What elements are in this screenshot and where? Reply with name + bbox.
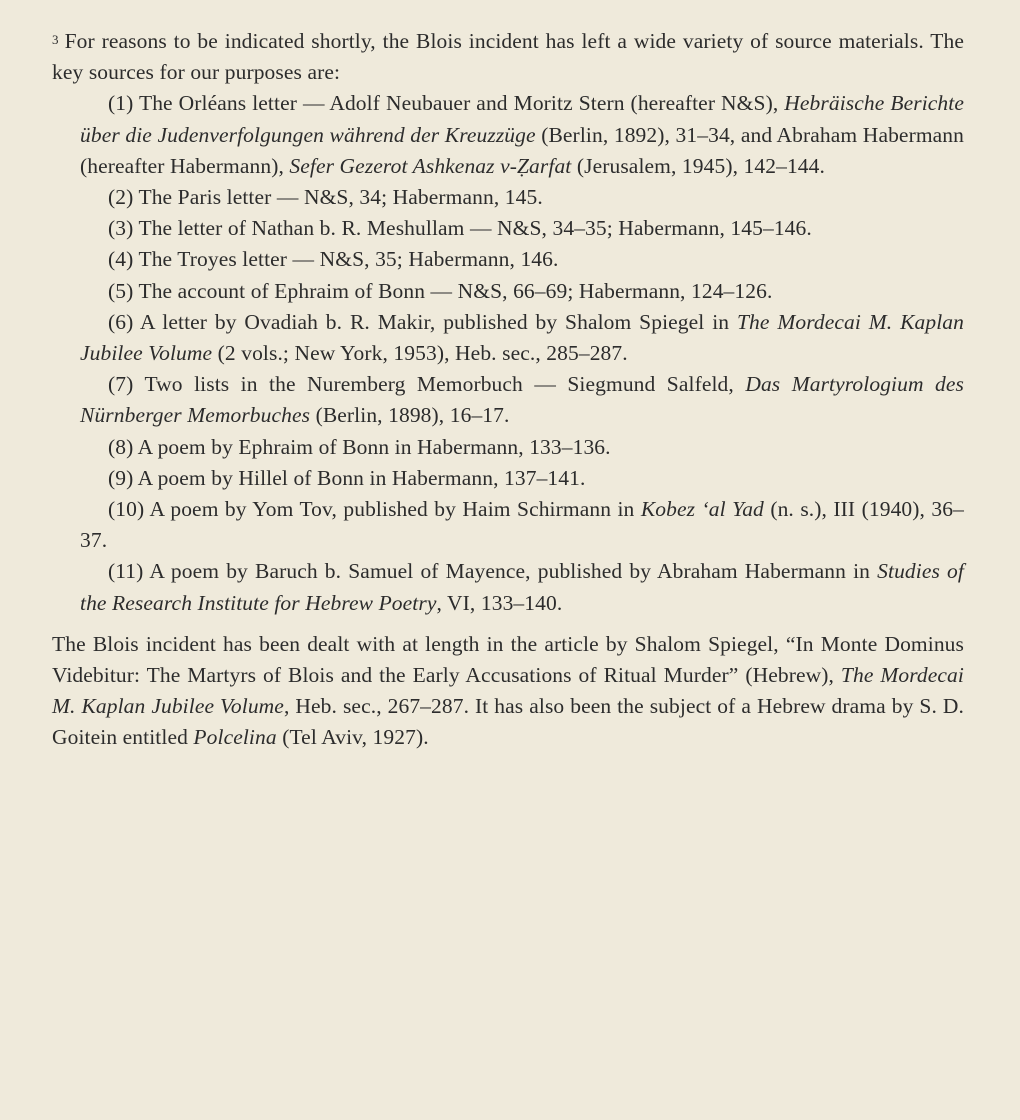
closing-paragraph xyxy=(52,629,964,754)
source-entry-5 xyxy=(52,276,964,307)
source-entry-6 xyxy=(52,307,964,369)
entry-number: (10) xyxy=(108,497,145,522)
entry-number: (6) xyxy=(108,309,134,334)
source-entry-8 xyxy=(52,432,964,463)
entry-text: The letter of Nathan b. R. Meshullam — N&S, 34–35; Habermann, 145–146. xyxy=(138,216,812,241)
entry-text: A poem by Baruch b. Samuel of Mayence, published by Abraham Habermann in xyxy=(149,559,878,584)
entry-text: (Berlin, 1898), 16–17. xyxy=(310,403,510,428)
entry-number: (5) xyxy=(108,278,134,303)
entry-italic-title: Hebräische Berichte über die Judenverfolgungen während der Kreuzzüge xyxy=(80,91,964,147)
entry-italic-title: Kobez ‘al Yad xyxy=(640,497,764,522)
closing-text: (Tel Aviv, 1927). xyxy=(276,725,429,750)
entry-number: (7) xyxy=(108,372,134,397)
source-entry-2 xyxy=(52,182,964,213)
entry-text: A poem by Yom Tov, published by Haim Schirmann in xyxy=(149,497,641,522)
source-list xyxy=(52,88,964,618)
entry-number: (8) xyxy=(108,434,134,459)
entry-text: The Troyes letter — N&S, 35; Habermann, 146. xyxy=(138,247,559,272)
entry-text: (Jerusalem, 1945), 142–144. xyxy=(571,153,825,178)
entry-text: A poem by Hillel of Bonn in Habermann, 137–141. xyxy=(137,465,586,490)
entry-text: (2 vols.; New York, 1953), Heb. sec., 285–287. xyxy=(212,341,628,366)
entry-text: The Orléans letter — Adolf Neubauer and Moritz Stern (hereafter N&S), xyxy=(138,91,785,116)
closing-text: The Blois incident has been dealt with at length in the article by Shalom Spiegel, “In Monte Dominus Videbitur: The Martyrs of Blois and the Early Accusations of Ritual Murder” (Hebrew), xyxy=(52,631,964,688)
footnote-intro xyxy=(52,24,964,88)
entry-text: The account of Ephraim of Bonn — N&S, 66–69; Habermann, 124–126. xyxy=(138,278,773,303)
entry-text: (Berlin, 1892), 31–34, and Abraham Habermann (hereafter Habermann), xyxy=(80,122,964,178)
footnote-marker: 3 xyxy=(52,32,59,47)
entry-number: (3) xyxy=(108,216,134,241)
closing-italic-title: The Mordecai M. Kaplan Jubilee Volume xyxy=(52,663,964,719)
entry-text: Two lists in the Nuremberg Memorbuch — Siegmund Salfeld, xyxy=(144,372,746,397)
source-entry-3 xyxy=(52,213,964,244)
entry-number: (11) xyxy=(108,559,144,584)
entry-italic-title: Studies of the Research Institute for Hebrew Poetry xyxy=(80,559,964,615)
entry-text: A letter by Ovadiah b. R. Makir, published by Shalom Spiegel in xyxy=(140,309,737,334)
closing-italic-title: Polcelina xyxy=(193,725,277,750)
source-entry-7 xyxy=(52,369,964,431)
entry-text: (n. s.), III (1940), 36–37. xyxy=(80,497,964,553)
entry-number: (4) xyxy=(108,247,134,272)
entry-text: A poem by Ephraim of Bonn in Habermann, 133–136. xyxy=(137,434,611,459)
source-entry-4 xyxy=(52,244,964,275)
source-entry-11 xyxy=(52,556,964,618)
source-entry-9 xyxy=(52,463,964,494)
entry-italic-title: The Mordecai M. Kaplan Jubilee Volume xyxy=(80,309,964,366)
entry-text: , VI, 133–140. xyxy=(436,590,563,615)
entry-number: (2) xyxy=(108,185,134,210)
entry-text: The Paris letter — N&S, 34; Habermann, 145. xyxy=(138,185,543,210)
footnote-block xyxy=(52,24,964,754)
entry-number: (9) xyxy=(108,465,134,490)
footnote-intro-text: For reasons to be indicated shortly, the Blois incident has left a wide variety of source materials. The key sources for our purposes are: xyxy=(52,29,964,85)
closing-text: , Heb. sec., 267–287. It has also been the subject of a Hebrew drama by S. D. Goitein entitled xyxy=(52,694,964,750)
entry-italic-title: Sefer Gezerot Ashkenaz v-Ẓarfat xyxy=(289,153,572,178)
source-entry-10 xyxy=(52,494,964,556)
entry-italic-title: Das Martyrologium des Nürnberger Memorbuches xyxy=(80,372,964,428)
entry-number: (1) xyxy=(108,91,134,116)
source-entry-1 xyxy=(52,88,964,182)
